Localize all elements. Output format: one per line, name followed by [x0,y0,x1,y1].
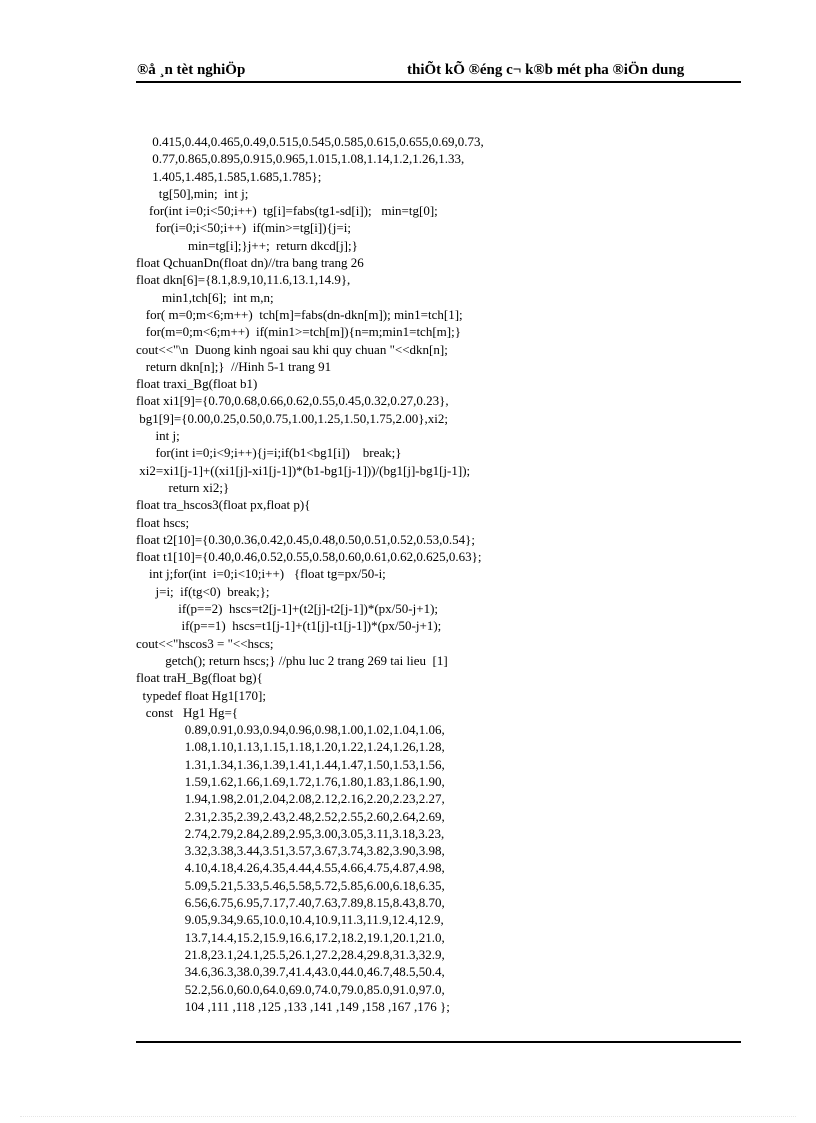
code-line: float tra_hscos3(float px,float p){ [136,497,311,513]
code-line: float dkn[6]={8.1,8.9,10,11.6,13.1,14.9}, [136,272,351,288]
code-line: float QchuanDn(float dn)//tra bang trang 26 [136,255,364,271]
code-line: return dkn[n];} //Hinh 5-1 trang 91 [136,358,332,374]
code-line: for(i=0;i<50;i++) if(min>=tg[i]){j=i; [136,220,351,236]
code-line: for( m=0;m<6;m++) tch[m]=fabs(dn-dkn[m]); min1=tch[1]; [136,306,463,322]
code-line: 2.31,2.35,2.39,2.43,2.48,2.52,2.55,2.60,2.64,2.69, [136,808,445,824]
code-line: for(int i=0;i<50;i++) tg[i]=fabs(tg1-sd[i]); min=tg[0]; [136,203,438,219]
code-line: float traxi_Bg(float b1) [136,376,258,392]
code-line: float t1[10]={0.40,0.46,0.52,0.55,0.58,0.60,0.61,0.62,0.625,0.63}; [136,549,482,565]
page-bottom-dotted-border [20,1116,796,1117]
header-left-title: ®å ¸n tèt nghiÖp [137,62,246,78]
code-line: min=tg[i];}j++; return dkcd[j];} [136,237,358,253]
code-line: 2.74,2.79,2.84,2.89,2.95,3.00,3.05,3.11,3.18,3.23, [136,825,445,841]
code-line: cout<<"\n Duong kinh ngoai sau khi quy chuan "<<dkn[n]; [136,341,448,357]
code-line: int j;for(int i=0;i<10;i++) {float tg=px/50-i; [136,566,386,582]
code-line: 52.2,56.0,60.0,64.0,69.0,74.0,79.0,85.0,91.0,97.0, [136,981,445,997]
code-line: 13.7,14.4,15.2,15.9,16.6,17.2,18.2,19.1,20.1,21.0, [136,929,445,945]
code-line: getch(); return hscs;} //phu luc 2 trang 269 tai lieu [1] [136,652,448,668]
code-line: float hscs; [136,514,190,530]
code-line: if(p==2) hscs=t2[j-1]+(t2[j]-t2[j-1])*(px/50-j+1); [136,601,439,617]
code-line: 6.56,6.75,6.95,7.17,7.40,7.63,7.89,8.15,8.43,8.70, [136,895,445,911]
code-line: xi2=xi1[j-1]+((xi1[j]-xi1[j-1])*(b1-bg1[j-1]))/(bg1[j]-bg1[j-1]); [136,462,471,478]
code-line: 1.08,1.10,1.13,1.15,1.18,1.20,1.22,1.24,1.26,1.28, [136,739,445,755]
code-line: 34.6,36.3,38.0,39.7,41.4,43.0,44.0,46.7,48.5,50.4, [136,964,445,980]
code-line: float t2[10]={0.30,0.36,0.42,0.45,0.48,0.50,0.51,0.52,0.53,0.54}; [136,531,476,547]
code-line: if(p==1) hscs=t1[j-1]+(t1[j]-t1[j-1])*(px/50-j+1); [136,618,442,634]
code-line: float xi1[9]={0.70,0.68,0.66,0.62,0.55,0.45,0.32,0.27,0.23}, [136,393,449,409]
code-line: return xi2;} [136,479,230,495]
code-line: 0.415,0.44,0.465,0.49,0.515,0.545,0.585,0.615,0.655,0.69,0.73, [136,134,484,149]
code-line: min1,tch[6]; int m,n; [136,289,274,305]
code-line: cout<<"hscos3 = "<<hscs; [136,635,274,651]
code-line: 21.8,23.1,24.1,25.5,26.1,27.2,28.4,29.8,31.3,32.9, [136,946,445,962]
footer-rule [136,1041,741,1043]
code-line: 1.31,1.34,1.36,1.39,1.41,1.44,1.47,1.50,1.53,1.56, [136,756,445,772]
code-listing [136,133,736,1015]
header-rule [136,81,741,83]
code-line: 5.09,5.21,5.33,5.46,5.58,5.72,5.85,6.00,6.18,6.35, [136,877,445,893]
code-line: typedef float Hg1[170]; [136,687,266,703]
code-line: 104 ,111 ,118 ,125 ,133 ,141 ,149 ,158 ,167 ,176 }; [136,998,450,1014]
code-line: 3.32,3.38,3.44,3.51,3.57,3.67,3.74,3.82,3.90,3.98, [136,843,445,859]
code-line: float traH_Bg(float bg){ [136,670,263,686]
code-line: tg[50],min; int j; [136,185,249,201]
code-line: 9.05,9.34,9.65,10.0,10.4,10.9,11.3,11.9,12.4,12.9, [136,912,444,928]
code-line: bg1[9]={0.00,0.25,0.50,0.75,1.00,1.25,1.50,1.75,2.00},xi2; [136,410,448,426]
code-line: 0.77,0.865,0.895,0.915,0.965,1.015,1.08,1.14,1.2,1.26,1.33, [136,151,465,167]
code-line: int j; [136,428,180,444]
code-line: 0.89,0.91,0.93,0.94,0.96,0.98,1.00,1.02,1.04,1.06, [136,722,445,738]
code-line: 1.405,1.485,1.585,1.685,1.785}; [136,168,322,184]
code-line: 1.59,1.62,1.66,1.69,1.72,1.76,1.80,1.83,1.86,1.90, [136,773,445,789]
code-line: const Hg1 Hg={ [136,704,239,720]
code-line: 1.94,1.98,2.01,2.04,2.08,2.12,2.16,2.20,2.23,2.27, [136,791,445,807]
code-line: for(m=0;m<6;m++) if(min1>=tch[m]){n=m;min1=tch[m];} [136,324,461,340]
code-line: 4.10,4.18,4.26,4.35,4.44,4.55,4.66,4.75,4.87,4.98, [136,860,445,876]
code-line: for(int i=0;i<9;i++){j=i;if(b1<bg1[i]) break;} [136,445,402,461]
code-line: j=i; if(tg<0) break;}; [136,583,270,599]
header-right-title: thiÕt kÕ ®éng c¬ k®b mét pha ®iÖn dung [407,62,685,78]
